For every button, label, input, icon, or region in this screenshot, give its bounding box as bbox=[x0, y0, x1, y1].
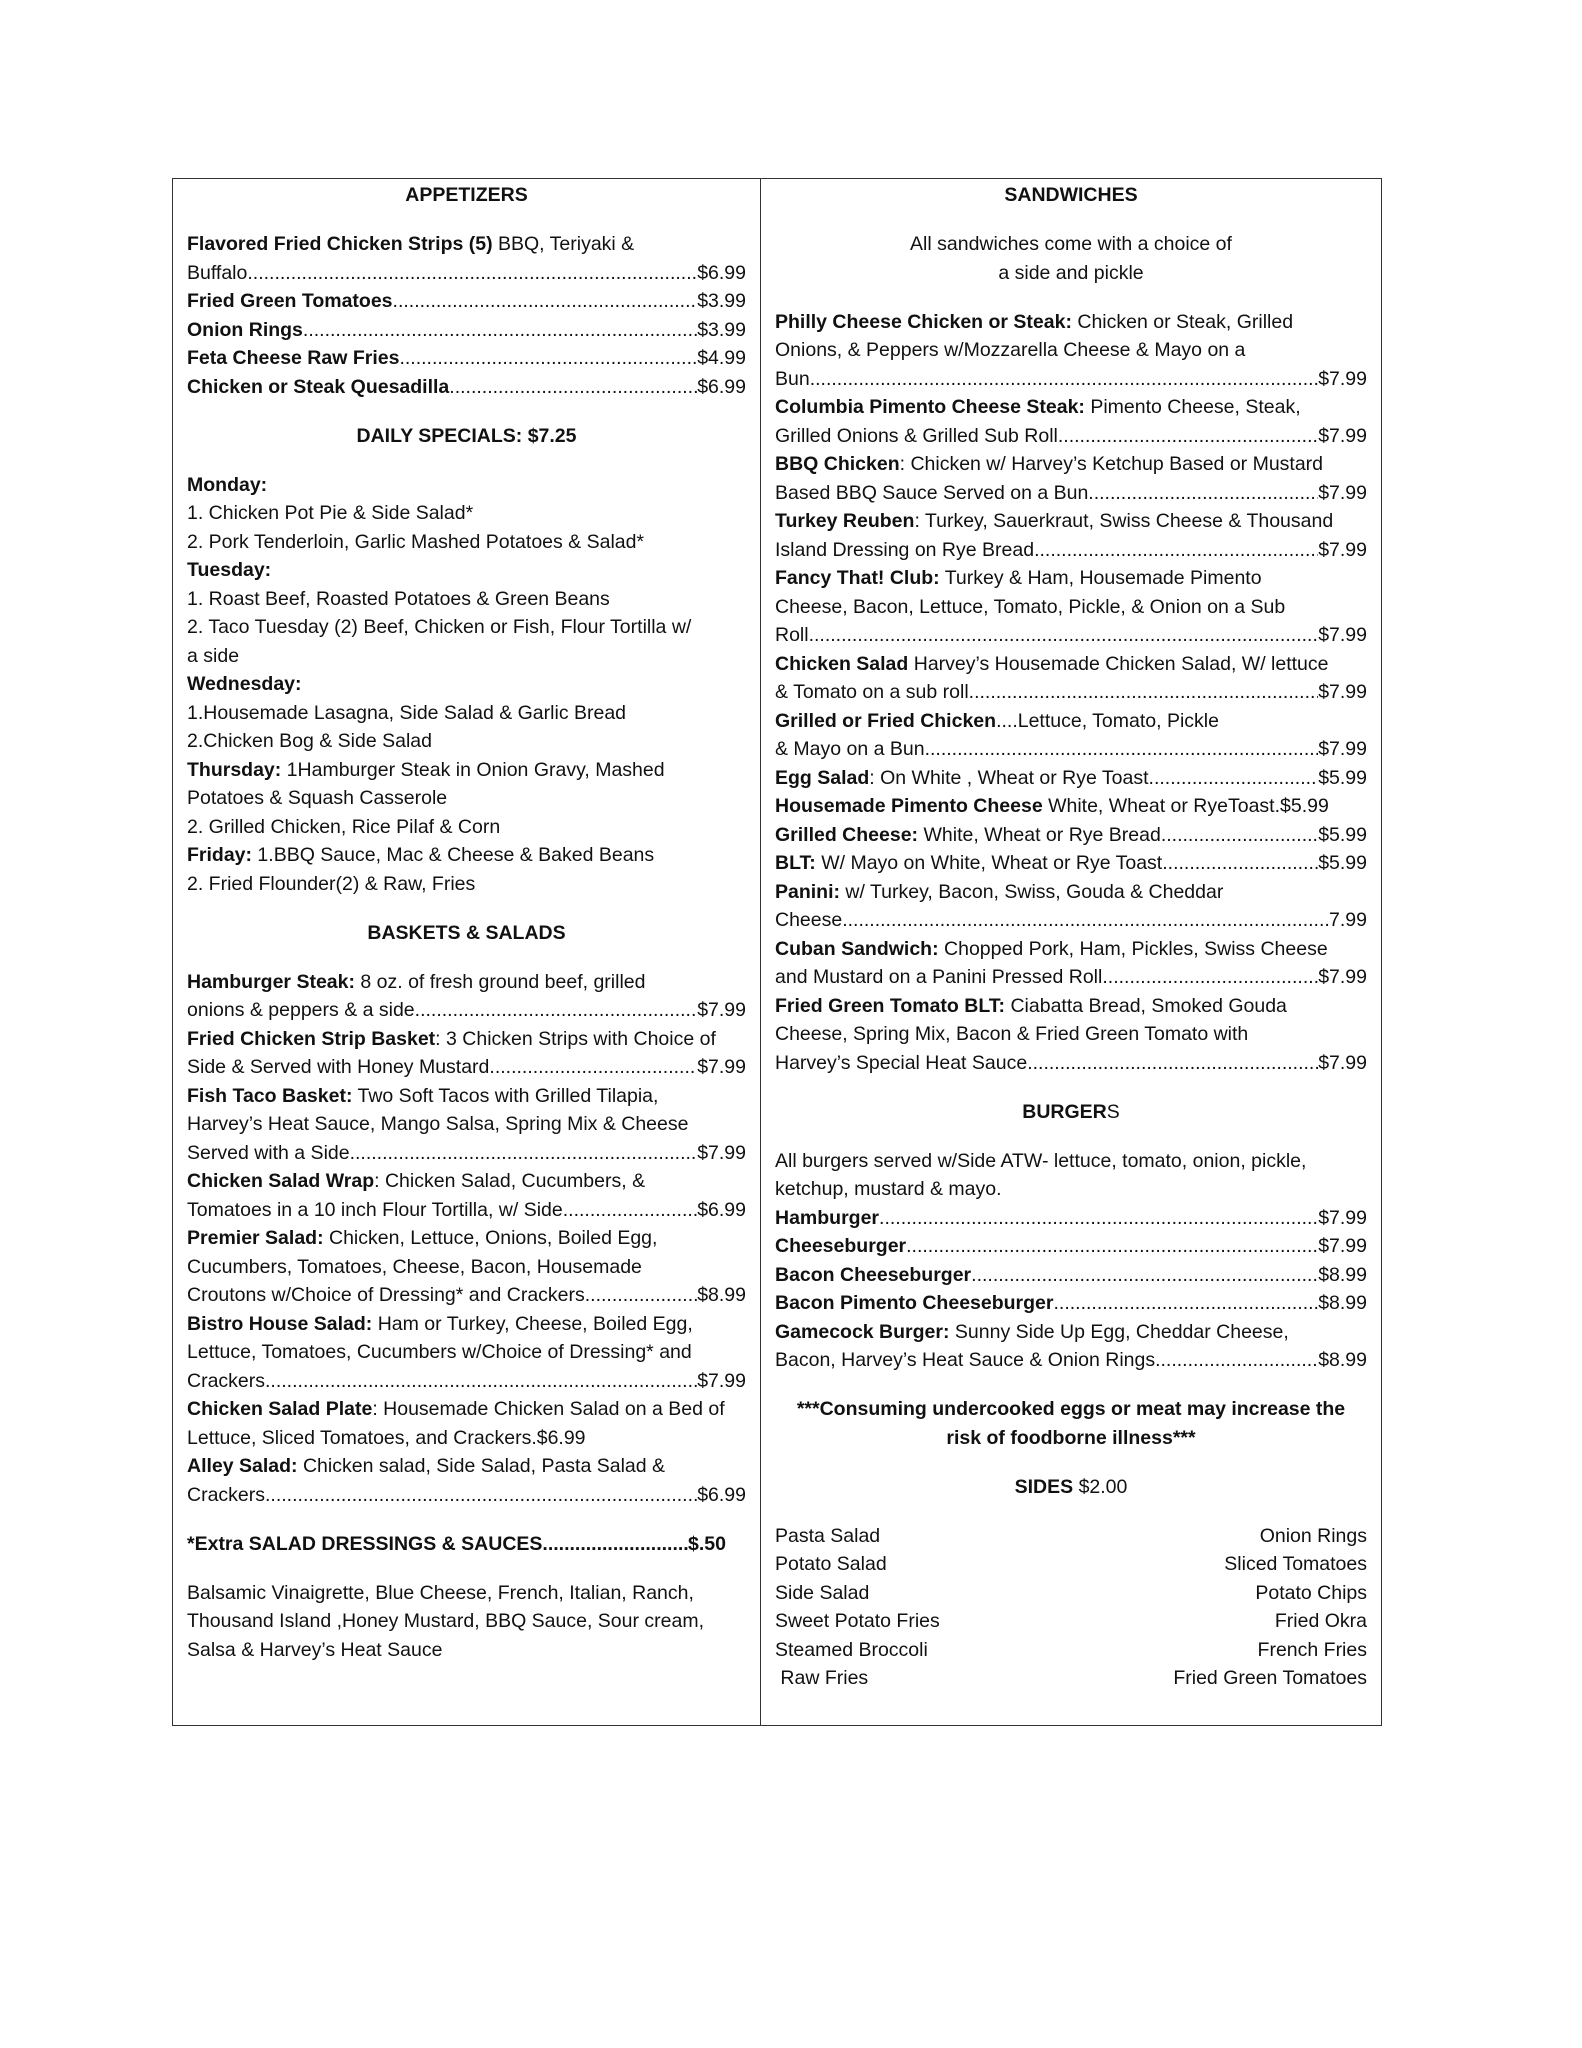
menu-item: Chicken Salad Plate: Housemade Chicken Salad on a Bed of bbox=[187, 1398, 725, 1420]
menu-item: & Mayo on a Bun ..... $7.99 bbox=[775, 735, 1367, 764]
menu-item: Buffalo ..... $6.99 bbox=[187, 259, 746, 288]
menu-item: & Tomato on a sub roll ..... $7.99 bbox=[775, 678, 1367, 707]
menu-item: Croutons w/Choice of Dressing* and Crackers ..... $8.99 bbox=[187, 1281, 746, 1310]
menu-item: BLT: W/ Mayo on White, Wheat or Rye Toast ..... $5.99 bbox=[775, 849, 1367, 878]
menu-item: Panini: w/ Turkey, Bacon, Swiss, Gouda & Cheddar bbox=[775, 880, 1224, 903]
menu-item: Cheese, Bacon, Lettuce, Tomato, Pickle, & Onion on a Sub bbox=[775, 595, 1286, 618]
menu-item: Housemade Pimento Cheese White, Wheat or RyeToast.$5.99 bbox=[775, 795, 1329, 817]
menu-item: Philly Cheese Chicken or Steak: Chicken or Steak, Grilled bbox=[775, 310, 1294, 333]
special-item: Potatoes & Squash Casserole bbox=[187, 787, 448, 809]
warning-text: risk of foodborne illness*** bbox=[946, 1426, 1196, 1449]
menu-item: Bistro House Salad: Ham or Turkey, Cheese, Boiled Egg, bbox=[187, 1312, 693, 1335]
menu-item: Bun ..... $7.99 bbox=[775, 365, 1367, 394]
menu-item: Cuban Sandwich: Chopped Pork, Ham, Pickles, Swiss Cheese bbox=[775, 937, 1328, 960]
menu-item: Served with a Side ..... $7.99 bbox=[187, 1139, 746, 1168]
menu-item: Alley Salad: Chicken salad, Side Salad, Pasta Salad & bbox=[187, 1455, 666, 1477]
menu-item: Gamecock Burger: Sunny Side Up Egg, Cheddar Cheese, bbox=[775, 1320, 1289, 1343]
menu-item: Flavored Fried Chicken Strips (5) BBQ, Teriyaki & bbox=[187, 233, 635, 255]
special-item: Thursday: 1Hamburger Steak in Onion Gravy, Mashed bbox=[187, 758, 665, 781]
sandwich-intro: a side and pickle bbox=[998, 261, 1144, 284]
menu-item: Cucumbers, Tomatoes, Cheese, Bacon, Housemade bbox=[187, 1255, 642, 1278]
menu-item: Chicken Salad Harvey’s Housemade Chicken Salad, W/ lettuce bbox=[775, 652, 1329, 675]
menu-item: Crackers ..... $7.99 bbox=[187, 1367, 746, 1396]
left-column bbox=[173, 179, 761, 1725]
special-item: 1.Housemade Lasagna, Side Salad & Garlic Bread bbox=[187, 701, 627, 724]
day-heading: Wednesday: bbox=[187, 673, 302, 695]
menu-item: Bacon, Harvey’s Heat Sauce & Onion Rings ..... $8.99 bbox=[775, 1346, 1367, 1375]
menu-item: Bacon Cheeseburger ..... $8.99 bbox=[775, 1261, 1367, 1290]
sides-row: Pasta Salad Onion Rings bbox=[775, 1524, 1367, 1547]
menu-item: Fried Green Tomato BLT: Ciabatta Bread, Smoked Gouda bbox=[775, 994, 1287, 1017]
day-heading: Monday: bbox=[187, 473, 268, 496]
special-item: 1. Chicken Pot Pie & Side Salad* bbox=[187, 502, 474, 524]
sides-row: Side Salad Potato Chips bbox=[775, 1581, 1367, 1604]
burgers-title: BURGERS bbox=[1022, 1100, 1120, 1123]
menu-item: Columbia Pimento Cheese Steak: Pimento Cheese, Steak, bbox=[775, 396, 1301, 418]
menu-item: Hamburger Steak: 8 oz. of fresh ground beef, grilled bbox=[187, 970, 646, 993]
sandwich-intro: All sandwiches come with a choice of bbox=[910, 233, 1232, 255]
menu-item: Harvey’s Heat Sauce, Mango Salsa, Spring Mix & Cheese bbox=[187, 1113, 689, 1135]
sides-title: SIDES $2.00 bbox=[1014, 1475, 1128, 1498]
sandwiches-title: SANDWICHES bbox=[1004, 184, 1138, 206]
menu-item: BBQ Chicken: Chicken w/ Harvey’s Ketchup Based or Mustard bbox=[775, 453, 1324, 475]
menu-item: Cheese, Spring Mix, Bacon & Fried Green Tomato with bbox=[775, 1023, 1249, 1045]
menu-item: Turkey Reuben: Turkey, Sauerkraut, Swiss Cheese & Thousand bbox=[775, 510, 1334, 532]
menu-item: Onions, & Peppers w/Mozzarella Cheese & Mayo on a bbox=[775, 339, 1246, 361]
menu-item: Premier Salad: Chicken, Lettuce, Onions, Boiled Egg, bbox=[187, 1227, 658, 1249]
menu-item: Chicken Salad Wrap: Chicken Salad, Cucumbers, & bbox=[187, 1170, 646, 1192]
menu-item: Fish Taco Basket: Two Soft Tacos with Grilled Tilapia, bbox=[187, 1084, 659, 1107]
special-item: 2. Grilled Chicken, Rice Pilaf & Corn bbox=[187, 815, 501, 838]
baskets-title: BASKETS & SALADS bbox=[367, 921, 566, 944]
sides-row: Raw Fries Fried Green Tomatoes bbox=[775, 1667, 1367, 1689]
menu-item: Tomatoes in a 10 inch Flour Tortilla, w/ Side ..... $6.99 bbox=[187, 1196, 746, 1225]
dressing-list: Thousand Island ,Honey Mustard, BBQ Sauce, Sour cream, bbox=[187, 1610, 705, 1632]
menu-item: Fried Chicken Strip Basket: 3 Chicken Strips with Choice of bbox=[187, 1027, 716, 1050]
daily-specials-title: DAILY SPECIALS: $7.25 bbox=[356, 424, 577, 447]
burger-intro: All burgers served w/Side ATW- lettuce, tomato, onion, pickle, bbox=[775, 1149, 1307, 1172]
special-item: 2. Fried Flounder(2) & Raw, Fries bbox=[187, 872, 476, 895]
menu-item: Grilled Onions & Grilled Sub Roll ..... $7.99 bbox=[775, 422, 1367, 451]
menu-item: Egg Salad: On White , Wheat or Rye Toast ..... $5.99 bbox=[775, 764, 1367, 793]
menu-item: onions & peppers & a side ..... $7.99 bbox=[187, 996, 746, 1025]
special-item: 2. Taco Tuesday (2) Beef, Chicken or Fish, Flour Tortilla w/ bbox=[187, 616, 692, 638]
menu-item: Lettuce, Sliced Tomatoes, and Crackers.$6.99 bbox=[187, 1426, 586, 1449]
special-item: 2.Chicken Bog & Side Salad bbox=[187, 730, 432, 752]
sides-row: Sweet Potato Fries Fried Okra bbox=[775, 1610, 1367, 1632]
menu-item: Grilled or Fried Chicken....Lettuce, Tomato, Pickle bbox=[775, 709, 1219, 732]
burger-intro: ketchup, mustard & mayo. bbox=[775, 1178, 1002, 1200]
special-item: a side bbox=[187, 644, 240, 667]
menu-item: Harvey’s Special Heat Sauce ..... $7.99 bbox=[775, 1049, 1367, 1078]
menu-item: Grilled Cheese: White, Wheat or Rye Bread ..... $5.99 bbox=[775, 821, 1367, 850]
dressing-list: Salsa & Harvey’s Heat Sauce bbox=[187, 1638, 443, 1661]
menu-item: Roll ..... $7.99 bbox=[775, 621, 1367, 650]
dressing-list: Balsamic Vinaigrette, Blue Cheese, French, Italian, Ranch, bbox=[187, 1581, 694, 1604]
menu-item: Lettuce, Tomatoes, Cucumbers w/Choice of Dressing* and bbox=[187, 1341, 692, 1363]
menu-item: Island Dressing on Rye Bread ..... $7.99 bbox=[775, 536, 1367, 565]
special-item: Friday: 1.BBQ Sauce, Mac & Cheese & Baked Beans bbox=[187, 844, 655, 866]
sides-row: Potato Salad Sliced Tomatoes bbox=[775, 1553, 1367, 1575]
menu-item: Side & Served with Honey Mustard ..... $7.99 bbox=[187, 1053, 746, 1082]
menu-frame bbox=[172, 178, 1382, 1726]
menu-item: Crackers ..... $6.99 bbox=[187, 1481, 746, 1510]
day-heading: Tuesday: bbox=[187, 559, 272, 581]
menu-item: Based BBQ Sauce Served on a Bun ..... $7.99 bbox=[775, 479, 1367, 508]
menu-item: Cheese ..... 7.99 bbox=[775, 906, 1367, 935]
appetizers-title: APPETIZERS bbox=[405, 184, 528, 206]
menu-item: Bacon Pimento Cheeseburger ..... $8.99 bbox=[775, 1289, 1367, 1318]
menu-item: Feta Cheese Raw Fries ..... $4.99 bbox=[187, 344, 746, 373]
menu-item: Fried Green Tomatoes ..... $3.99 bbox=[187, 287, 746, 316]
special-item: 2. Pork Tenderloin, Garlic Mashed Potatoes & Salad* bbox=[187, 530, 645, 553]
menu-item: Cheeseburger ..... $7.99 bbox=[775, 1232, 1367, 1261]
menu-item: Hamburger ..... $7.99 bbox=[775, 1204, 1367, 1233]
menu-item: Chicken or Steak Quesadilla ..... $6.99 bbox=[187, 373, 746, 402]
menu-item: Onion Rings ..... $3.99 bbox=[187, 316, 746, 345]
sides-row: Steamed Broccoli French Fries bbox=[775, 1638, 1367, 1661]
right-column bbox=[761, 179, 1381, 1725]
menu-item: and Mustard on a Panini Pressed Roll ..... $7.99 bbox=[775, 963, 1367, 992]
menu-item: Fancy That! Club: Turkey & Ham, Housemade Pimento bbox=[775, 567, 1262, 589]
warning-text: ***Consuming undercooked eggs or meat may increase the bbox=[796, 1398, 1346, 1420]
special-item: 1. Roast Beef, Roasted Potatoes & Green Beans bbox=[187, 587, 610, 610]
extra-dressings: *Extra SALAD DRESSINGS & SAUCES ..... $.50 bbox=[187, 1530, 746, 1559]
